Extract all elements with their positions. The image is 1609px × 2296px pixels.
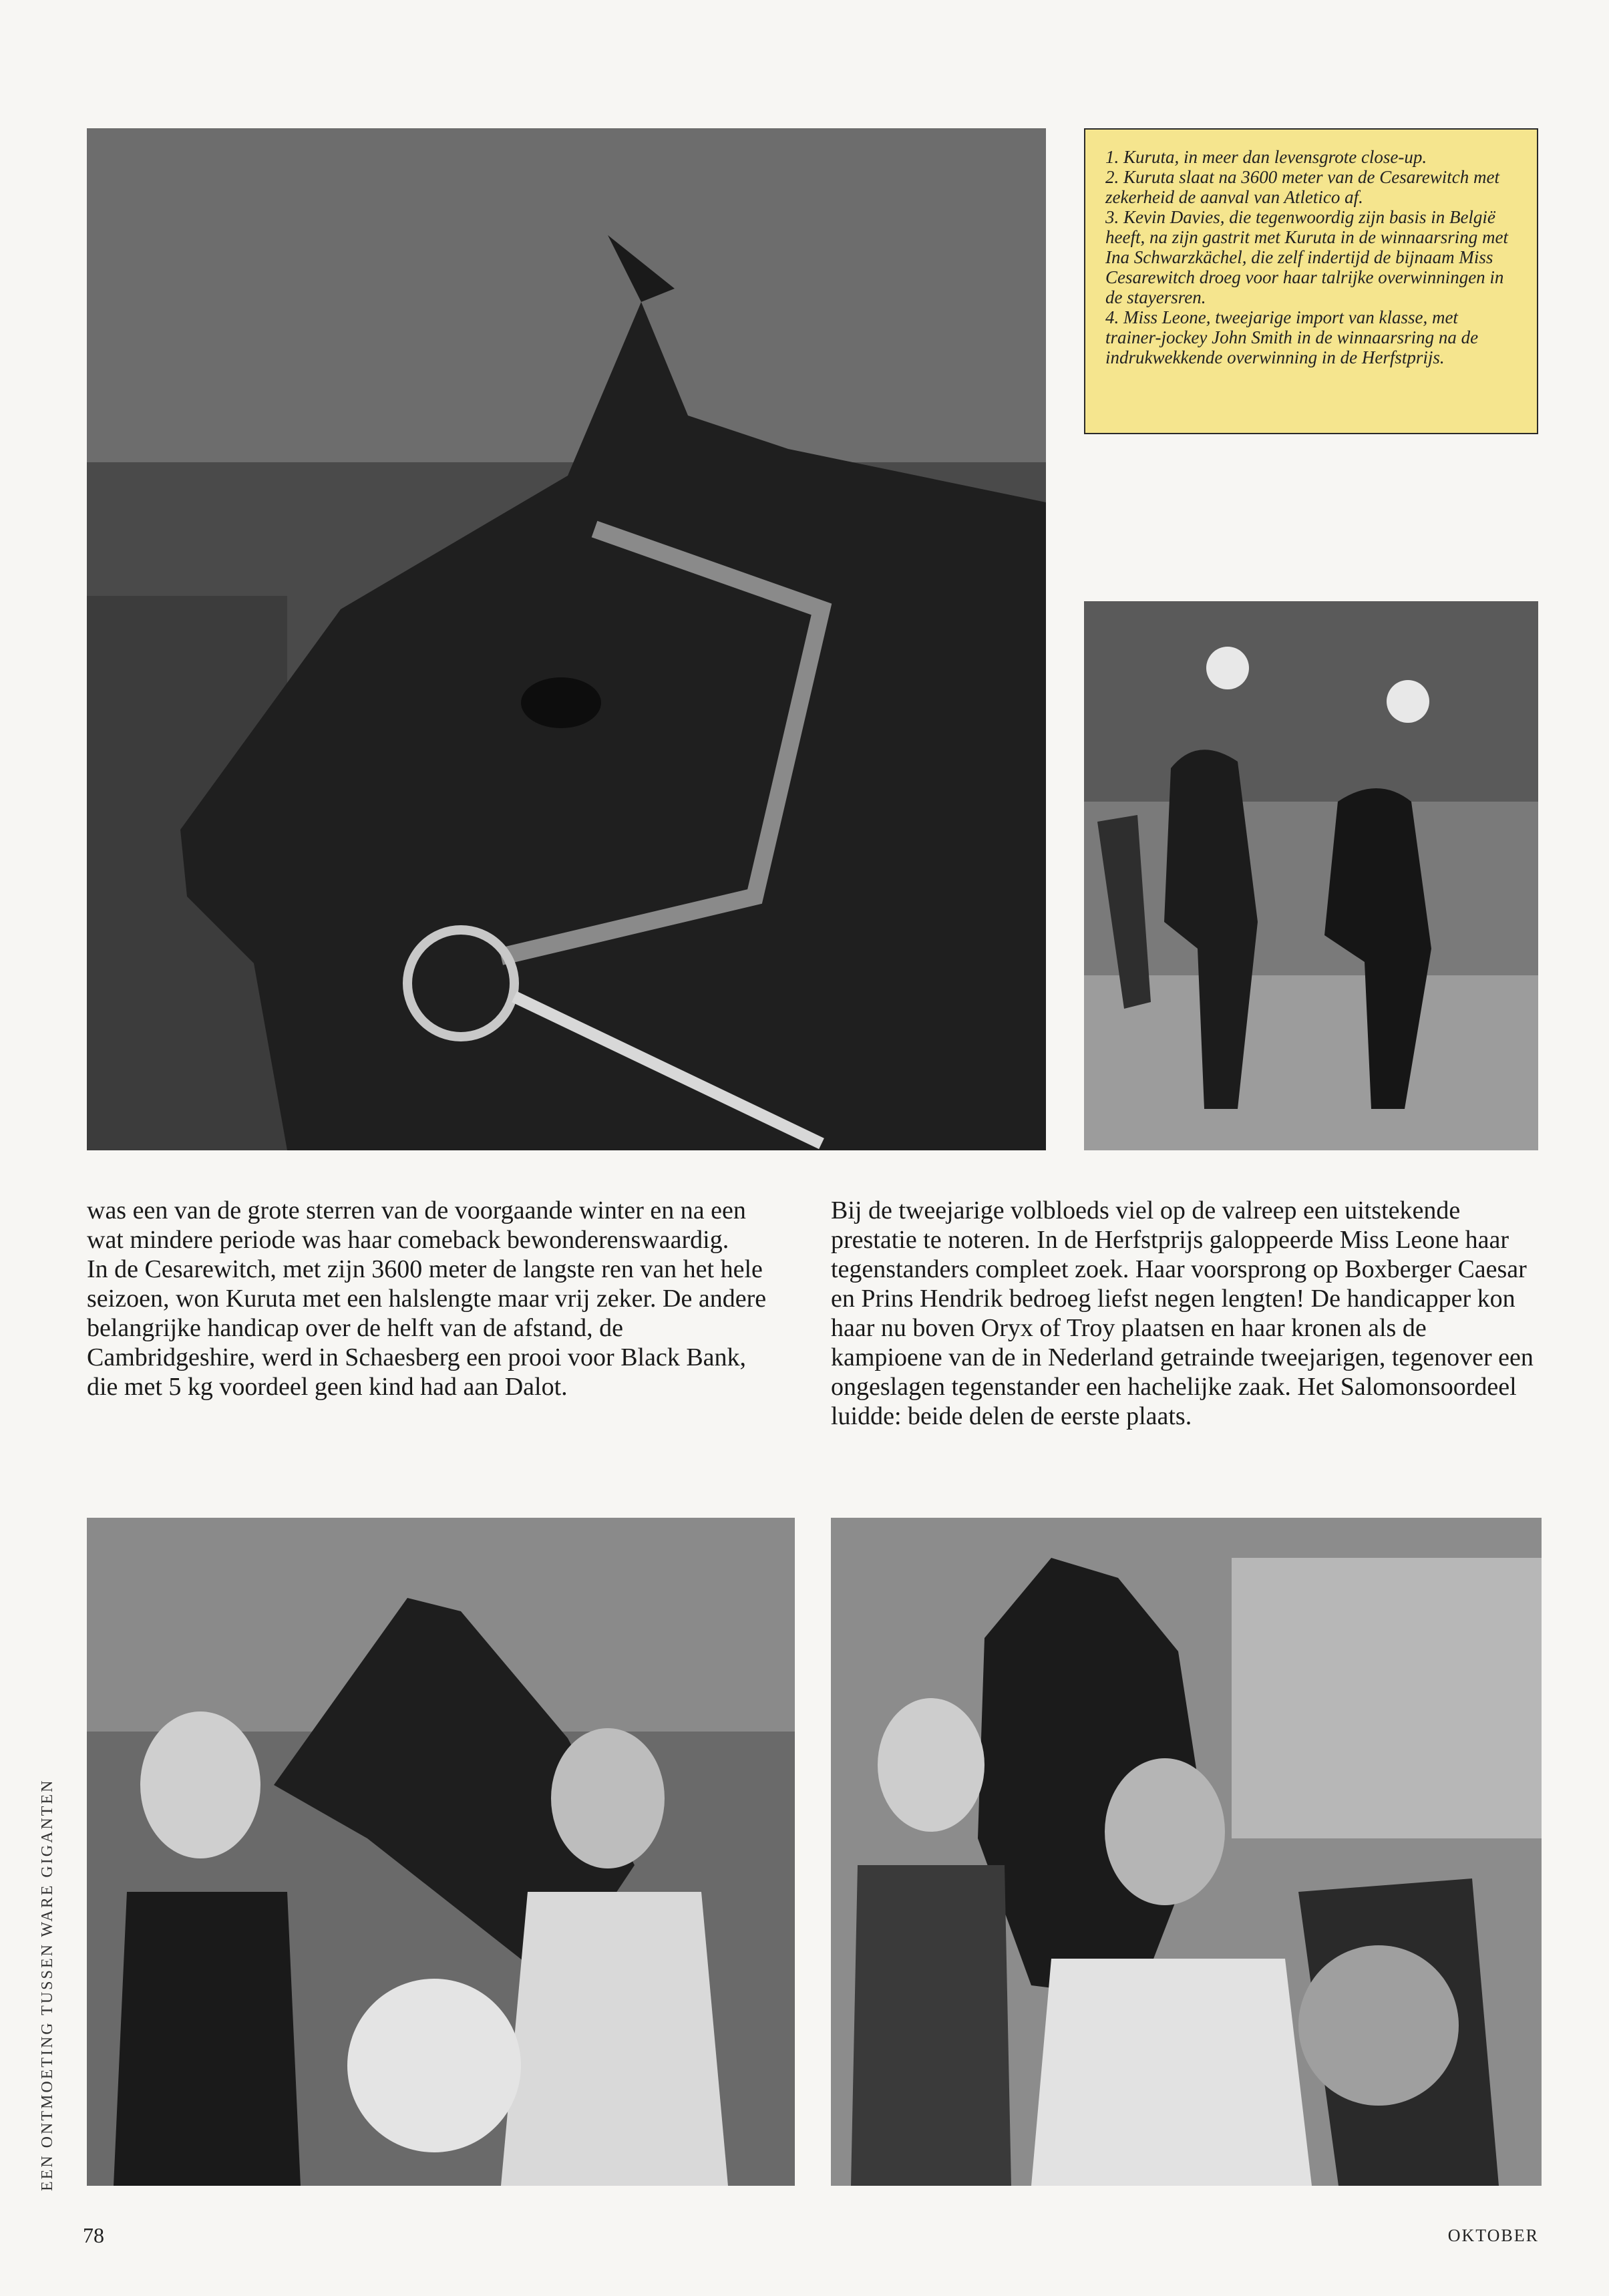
caption-4: 4. Miss Leone, tweejarige import van klasse, met trainer-jockey John Smith in de winnaarsring na de indrukwekkende overwinning in de Herfstprijs. (1105, 307, 1479, 367)
photo-winners-ring-miss-leone (831, 1518, 1542, 2186)
article-column-right (831, 1196, 1542, 1431)
photo-race-finish (1084, 601, 1538, 1150)
paragraph: was een van de grote sterren van de voorgaande winter en na een wat mindere periode was haar comeback bewonderenswaardig. (87, 1196, 746, 1254)
paragraph: In de Cesarewitch, met zijn 3600 meter de langste ren van het hele seizoen, won Kuruta met een halslengte maar vrij zeker. De andere belangrijke handicap over de helft van de afstand, de Cambridgeshire, werd in Schaesberg een prooi voor Black Bank, die met 5 kg voordeel geen kind had aan Dalot. (87, 1255, 767, 1401)
photo-winners-ring-illustration (87, 1518, 795, 2186)
caption-3: 3. Kevin Davies, die tegenwoordig zijn basis in België heeft, na zijn gastrit met Kuruta in de winnaarsring met Ina Schwarzkächel, die zelf indertijd de bijnaam Miss Cesarewitch droeg voor haar talrijke overwinningen in de stayersren. (1105, 207, 1509, 307)
paragraph: Bij de tweejarige volbloeds viel op de valreep een uitstekende prestatie te noteren. In de Herfstprijs galoppeerde Miss Leone haar tegenstanders compleet zoek. Haar voorsprong op Boxberger Caesar en Prins Hendrik bedroeg liefst negen lengten! De handicapper kon haar nu boven Oryx of Troy plaatsen en haar kronen als de kampioene van de in Nederland getrainde tweejarigen, tegenover een ongeslagen tegenstander een hachelijke zaak. Het Salomonsoordeel luidde: beide delen de eerste plaats. (831, 1196, 1534, 1430)
photo-miss-leone-illustration (831, 1518, 1542, 2186)
photo-horse-head-closeup (87, 128, 1046, 1150)
running-section-title: EEN ONTMOETING TUSSEN WARE GIGANTEN (39, 1778, 56, 2191)
photo-race-illustration (1084, 601, 1538, 1150)
photo-horse-head-illustration (87, 128, 1046, 1150)
photo-winners-ring-kuruta (87, 1518, 795, 2186)
photo-captions-box (1084, 128, 1538, 434)
issue-month: OKTOBER (1447, 2226, 1539, 2245)
caption-1: 1. Kuruta, in meer dan levensgrote close-up. (1105, 147, 1427, 167)
article-column-left (87, 1196, 775, 1402)
caption-2: 2. Kuruta slaat na 3600 meter van de Cesarewitch met zekerheid de aanval van Atletico af. (1105, 167, 1499, 207)
page-number: 78 (83, 2223, 104, 2247)
